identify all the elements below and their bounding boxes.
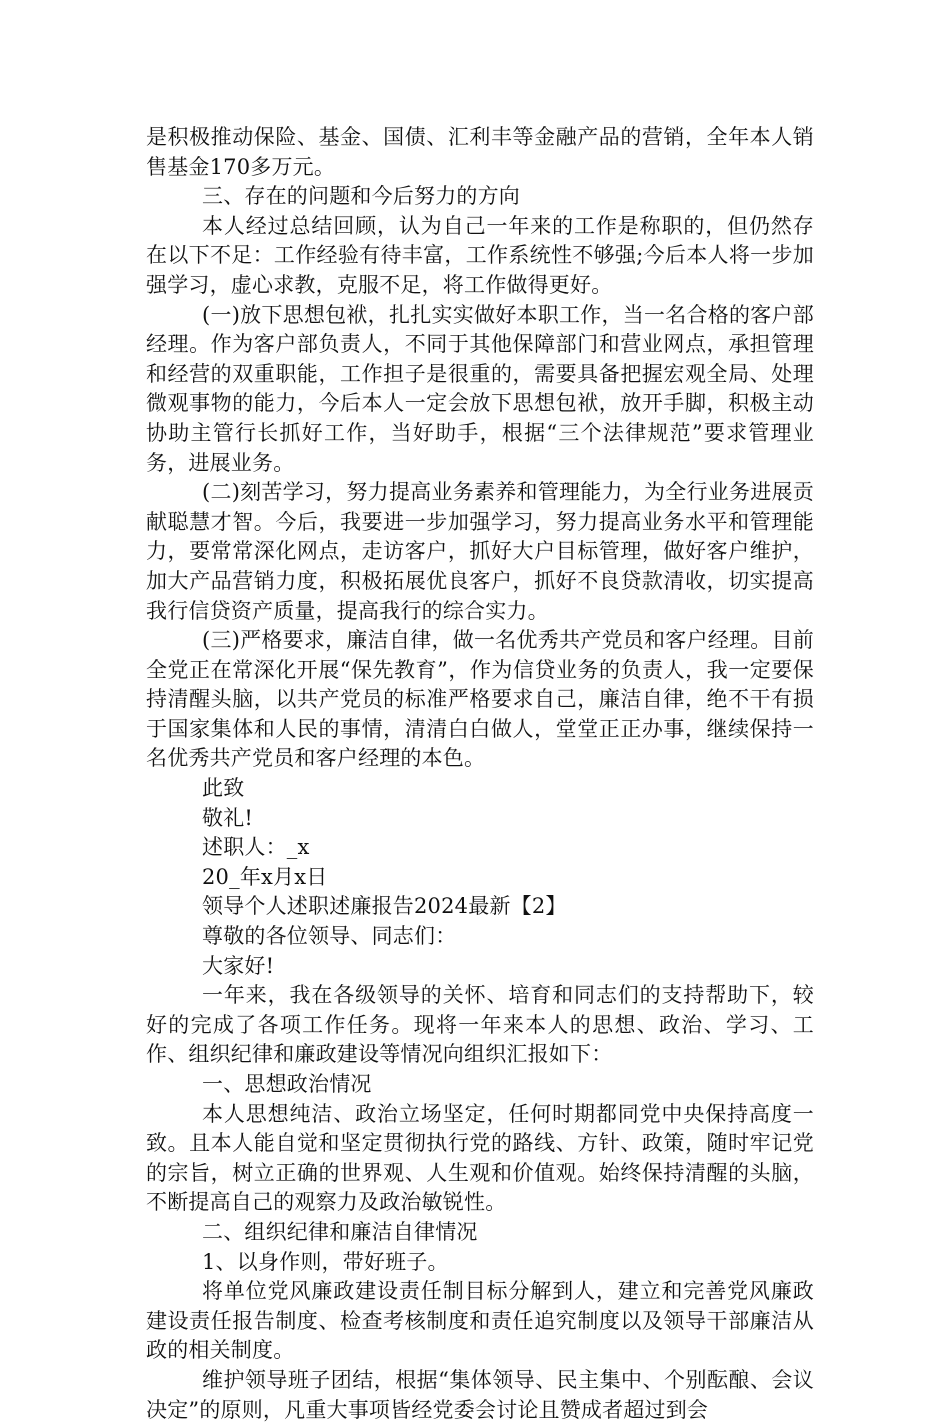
paragraph-point-3: (三)严格要求，廉洁自律，做一名优秀共产党员和客户经理。目前全党正在常深化开展“保先教育”，作为信贷业务的负责人，我一定要保持清醒头脑，以共产党员的标准严格要求自己，廉洁自律，绝不干有损于国家集体和人民的事情，清清白白做人，堂堂正正办事，继续保持一名优秀共产党员和客户经理的本色。: [146, 628, 814, 771]
paragraph-team-unity: 维护领导班子团结，根据“集体领导、民主集中、个别酝酿、会议决定”的原则，凡重大事项皆经党委会讨论且赞成者超过到会: [146, 1367, 814, 1422]
date-line: 20_年x月x日: [202, 864, 328, 889]
report-title-2: 领导个人述职述廉报告2024最新【2】: [202, 894, 567, 919]
section-heading-political: 一、思想政治情况: [202, 1072, 372, 1096]
subheading-lead-by-example: 1、以身作则，带好班子。: [202, 1249, 449, 1274]
paragraph-point-2: (二)刻苦学习，努力提高业务素养和管理能力，为全行业务进展贡献聪慧才智。今后，我要进一步加强学习，努力提高业务水平和管理能力，要常常深化网点，走访客户，抓好大户目标管理，做好客户维护，加大产品营销力度，积极拓展优良客户，抓好不良贷款清收，切实提高我行信贷资产质量，提高我行的综合实力。: [146, 480, 814, 623]
paragraph-sales-summary: 是积极推动保险、基金、国债、汇利丰等金融产品的营销，全年本人销售基金170多万元。: [146, 125, 814, 179]
greeting-hello: 大家好!: [202, 953, 275, 978]
paragraph-responsibility-system: 将单位党风廉政建设责任制目标分解到人，建立和完善党风廉政建设责任报告制度、检查考核制度和责任追究制度以及领导干部廉洁从政的相关制度。: [146, 1279, 814, 1363]
paragraph-political: 本人思想纯洁、政治立场坚定，任何时期都同党中央保持高度一致。且本人能自觉和坚定贯彻执行党的路线、方针、政策，随时牢记党的宗旨，树立正确的世界观、人生观和价值观。始终保持清醒的头脑，不断提高自己的观察力及政治敏锐性。: [146, 1101, 814, 1215]
document-body: [146, 123, 814, 1425]
paragraph-point-1: (一)放下思想包袱，扎扎实实做好本职工作，当一名合格的客户部经理。作为客户部负责人，不同于其他保障部门和营业网点，承担管理和经营的双重职能，工作担子是很重的，需要具备把握宏观全局、处理微观事物的能力，今后本人一定会放下思想包袱，放开手脚，积极主动协助主管行长抓好工作，当好助手，根据“三个法律规范”要求管理业务，进展业务。: [146, 302, 814, 475]
paragraph-intro: 一年来，我在各级领导的关怀、培育和同志们的支持帮助下，较好的完成了各项工作任务。现将一年来本人的思想、政治、学习、工作、组织纪律和廉政建设等情况向组织汇报如下：: [146, 983, 814, 1067]
closing-salutation: 此致: [202, 776, 245, 801]
signature-line: 述职人：_x: [202, 835, 310, 860]
greeting-audience: 尊敬的各位领导、同志们：: [202, 924, 457, 949]
closing-regards: 敬礼!: [202, 805, 254, 830]
paragraph-self-review: 本人经过总结回顾，认为自己一年来的工作是称职的，但仍然存在以下不足：工作经验有待丰富，工作系统性不够强;今后本人将一步加强学习，虚心求教，克服不足，将工作做得更好。: [146, 213, 814, 297]
section-heading-problems: 三、存在的问题和今后努力的方向: [202, 184, 520, 209]
section-heading-discipline: 二、组织纪律和廉洁自律情况: [202, 1219, 478, 1244]
